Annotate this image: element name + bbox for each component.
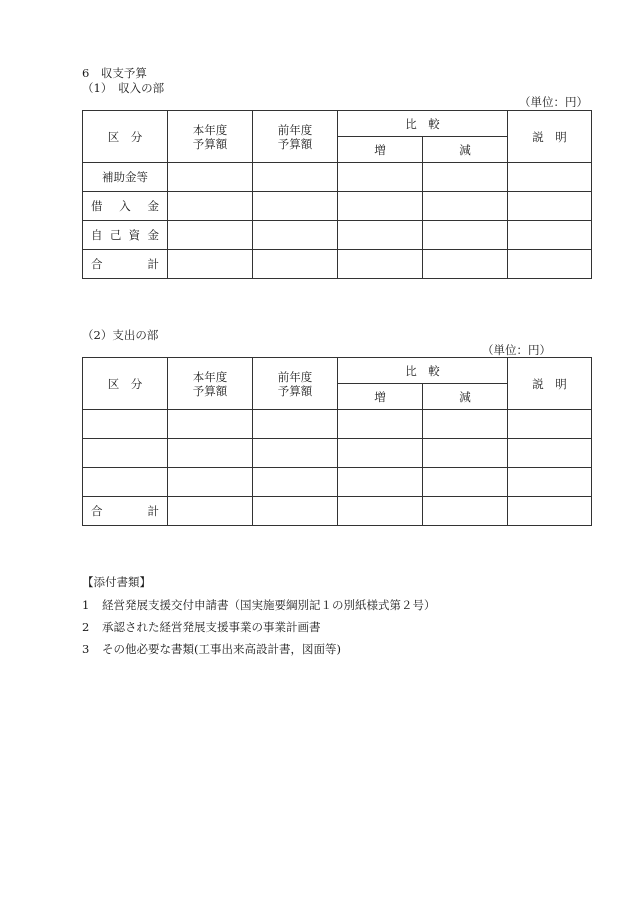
header-increase: 増 (338, 137, 423, 163)
row-label-subsidy: 補助金等 (83, 163, 168, 192)
table-row (83, 410, 592, 439)
cell-input[interactable] (508, 163, 592, 192)
header-comparison: 比 較 (338, 358, 508, 384)
table-row (83, 439, 592, 468)
cell-input[interactable] (508, 497, 592, 526)
cell-input[interactable] (168, 192, 253, 221)
header-comparison: 比 較 (338, 111, 508, 137)
cell-input[interactable] (338, 250, 423, 279)
section-title: 6 収支予算 (82, 66, 147, 80)
cell-input[interactable] (423, 163, 508, 192)
header-current-budget: 本年度 予算額 (168, 358, 253, 410)
header-current-budget: 本年度 予算額 (168, 111, 253, 163)
cell-input[interactable] (253, 497, 338, 526)
income-table (82, 110, 592, 279)
cell-input[interactable] (168, 468, 253, 497)
cell-input[interactable] (508, 439, 592, 468)
cell-input[interactable] (338, 163, 423, 192)
expense-heading: （2）支出の部 (82, 328, 159, 342)
cell-input[interactable] (338, 221, 423, 250)
income-heading: （1） 収入の部 (82, 81, 165, 95)
header-category: 区 分 (83, 111, 168, 163)
cell-input[interactable] (338, 439, 423, 468)
cell-input[interactable] (168, 163, 253, 192)
cell-input[interactable] (508, 250, 592, 279)
cell-input[interactable] (253, 468, 338, 497)
table-row (83, 497, 592, 526)
cell-input[interactable] (168, 410, 253, 439)
cell-input[interactable] (83, 410, 168, 439)
row-label-total: 合 計 (83, 250, 168, 279)
income-unit-label: （単位：円） (519, 95, 588, 109)
cell-input[interactable] (83, 468, 168, 497)
cell-input[interactable] (508, 192, 592, 221)
cell-input[interactable] (338, 468, 423, 497)
cell-input[interactable] (253, 192, 338, 221)
cell-input[interactable] (168, 497, 253, 526)
table-row (83, 192, 592, 221)
row-label-total: 合 計 (83, 497, 168, 526)
attachment-item: 3 その他必要な書類(工事出来高設計書，図面等) (82, 642, 341, 656)
cell-input[interactable] (338, 192, 423, 221)
header-explanation: 説 明 (508, 358, 592, 410)
cell-input[interactable] (168, 221, 253, 250)
cell-input[interactable] (253, 439, 338, 468)
row-label-own-funds: 自 己 資 金 (83, 221, 168, 250)
cell-input[interactable] (253, 410, 338, 439)
cell-input[interactable] (423, 410, 508, 439)
header-previous-budget: 前年度 予算額 (253, 111, 338, 163)
cell-input[interactable] (423, 221, 508, 250)
row-label-loans: 借 入 金 (83, 192, 168, 221)
header-decrease: 減 (423, 137, 508, 163)
attachment-item: 2 承認された経営発展支援事業の事業計画書 (82, 620, 321, 634)
cell-input[interactable] (423, 497, 508, 526)
header-explanation: 説 明 (508, 111, 592, 163)
cell-input[interactable] (338, 410, 423, 439)
cell-input[interactable] (423, 192, 508, 221)
attachments-title: 【添付書類】 (82, 575, 151, 589)
cell-input[interactable] (423, 250, 508, 279)
header-increase: 増 (338, 384, 423, 410)
attachment-item: 1 経営発展支援交付申請書（国実施要綱別記１の別紙様式第２号） (82, 598, 436, 612)
table-row (83, 221, 592, 250)
cell-input[interactable] (253, 163, 338, 192)
header-previous-budget: 前年度 予算額 (253, 358, 338, 410)
cell-input[interactable] (423, 439, 508, 468)
cell-input[interactable] (423, 468, 508, 497)
header-category: 区 分 (83, 358, 168, 410)
table-row (83, 468, 592, 497)
expense-unit-label: （単位：円） (482, 343, 551, 357)
cell-input[interactable] (338, 497, 423, 526)
cell-input[interactable] (508, 410, 592, 439)
cell-input[interactable] (168, 250, 253, 279)
cell-input[interactable] (508, 221, 592, 250)
cell-input[interactable] (508, 468, 592, 497)
table-row (83, 250, 592, 279)
cell-input[interactable] (253, 221, 338, 250)
cell-input[interactable] (253, 250, 338, 279)
cell-input[interactable] (83, 439, 168, 468)
expense-table (82, 357, 592, 526)
table-row (83, 163, 592, 192)
cell-input[interactable] (168, 439, 253, 468)
header-decrease: 減 (423, 384, 508, 410)
